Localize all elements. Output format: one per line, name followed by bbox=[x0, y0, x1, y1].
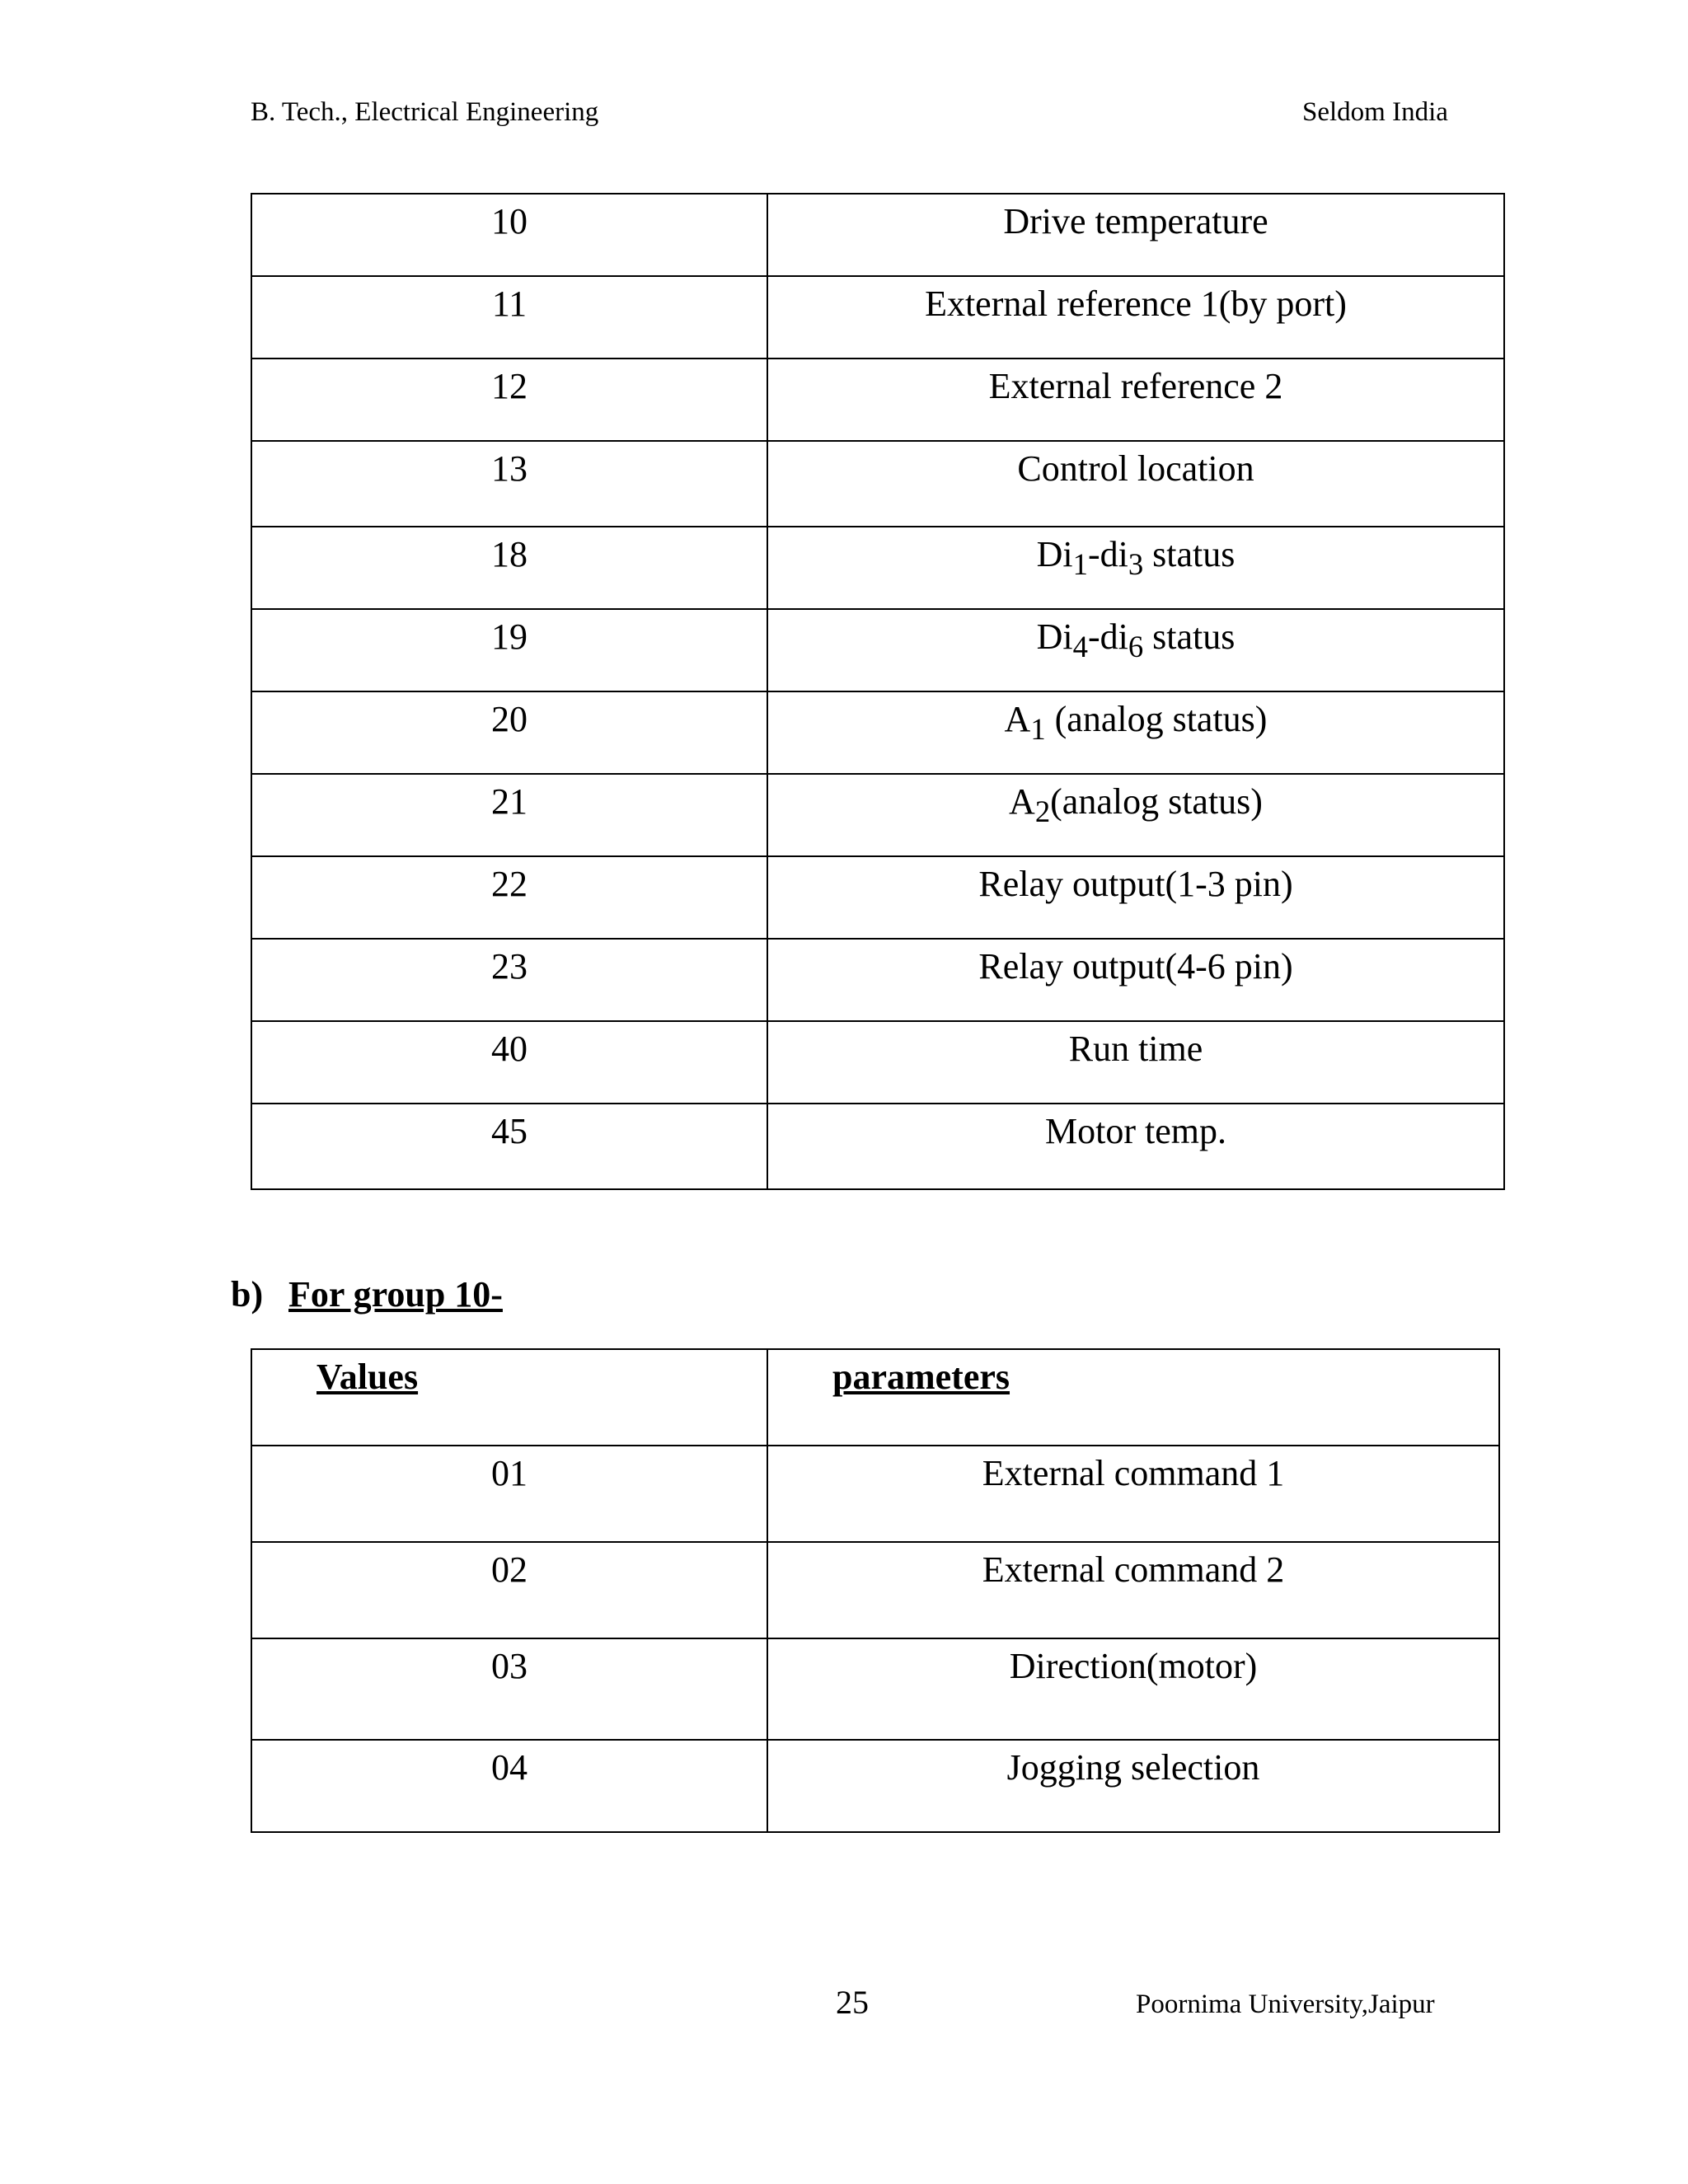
footer-institution: Poornima University,Jaipur bbox=[1136, 1990, 1435, 2019]
value-cell: 12 bbox=[251, 359, 767, 441]
table-row bbox=[251, 359, 1504, 441]
parameter-text: (analog status) bbox=[1050, 781, 1263, 822]
parameter-cell: Run time bbox=[767, 1021, 1504, 1104]
parameter-text: -di bbox=[1087, 534, 1128, 574]
table-row bbox=[251, 691, 1504, 774]
subscript: 1 bbox=[1072, 546, 1088, 581]
group-10-parameter-table bbox=[251, 1348, 1500, 1833]
parameter-cell bbox=[767, 527, 1504, 609]
value-cell: 10 bbox=[251, 194, 767, 276]
value-cell: 20 bbox=[251, 691, 767, 774]
table-row bbox=[251, 276, 1504, 359]
subscript: 3 bbox=[1128, 546, 1144, 581]
parameter-cell: External reference 2 bbox=[767, 359, 1504, 441]
table-row bbox=[251, 1446, 1499, 1542]
table-row bbox=[251, 774, 1504, 856]
subscript: 1 bbox=[1030, 711, 1046, 746]
value-cell: 13 bbox=[251, 441, 767, 527]
value-cell: 03 bbox=[251, 1638, 767, 1740]
parameter-cell bbox=[767, 774, 1504, 856]
section-heading bbox=[231, 1272, 503, 1318]
value-cell: 21 bbox=[251, 774, 767, 856]
table-row bbox=[251, 1104, 1504, 1189]
value-cell: 02 bbox=[251, 1542, 767, 1638]
parameter-cell: Drive temperature bbox=[767, 194, 1504, 276]
table-row bbox=[251, 194, 1504, 276]
table-row bbox=[251, 441, 1504, 527]
parameter-cell: External reference 1(by port) bbox=[767, 276, 1504, 359]
monitor-parameter-table bbox=[251, 193, 1505, 1190]
parameter-text: -di bbox=[1087, 616, 1128, 657]
parameter-cell bbox=[767, 609, 1504, 691]
table-row bbox=[251, 1021, 1504, 1104]
header-right: Seldom India bbox=[1302, 97, 1448, 127]
table-row bbox=[251, 939, 1504, 1021]
table-header-row bbox=[251, 1349, 1499, 1446]
table-row bbox=[251, 527, 1504, 609]
header-left: B. Tech., Electrical Engineering bbox=[251, 97, 599, 127]
subscript: 6 bbox=[1128, 629, 1144, 663]
value-cell: 18 bbox=[251, 527, 767, 609]
parameter-cell: Relay output(1-3 pin) bbox=[767, 856, 1504, 939]
section-marker: b) bbox=[231, 1274, 264, 1315]
parameter-text: Di bbox=[1036, 616, 1073, 657]
value-cell: 04 bbox=[251, 1740, 767, 1832]
parameter-cell: Jogging selection bbox=[767, 1740, 1499, 1832]
page-number: 25 bbox=[836, 1984, 869, 2021]
table-row bbox=[251, 1740, 1499, 1832]
parameter-cell bbox=[767, 691, 1504, 774]
table-row bbox=[251, 609, 1504, 691]
parameter-cell: Direction(motor) bbox=[767, 1638, 1499, 1740]
parameters-header: parameters bbox=[767, 1349, 1499, 1446]
table-row bbox=[251, 856, 1504, 939]
parameter-text: A bbox=[1004, 699, 1031, 739]
value-cell: 19 bbox=[251, 609, 767, 691]
table-row bbox=[251, 1542, 1499, 1638]
parameter-text: Di bbox=[1036, 534, 1073, 574]
value-cell: 22 bbox=[251, 856, 767, 939]
parameter-cell: Motor temp. bbox=[767, 1104, 1504, 1189]
parameter-text: status bbox=[1143, 616, 1236, 657]
parameter-cell: Control location bbox=[767, 441, 1504, 527]
value-cell: 01 bbox=[251, 1446, 767, 1542]
values-header: Values bbox=[251, 1349, 767, 1446]
value-cell: 45 bbox=[251, 1104, 767, 1189]
parameter-cell: External command 2 bbox=[767, 1542, 1499, 1638]
parameter-text: status bbox=[1143, 534, 1236, 574]
value-cell: 11 bbox=[251, 276, 767, 359]
value-cell: 40 bbox=[251, 1021, 767, 1104]
subscript: 4 bbox=[1072, 629, 1088, 663]
parameter-text: (analog status) bbox=[1045, 699, 1268, 739]
value-cell: 23 bbox=[251, 939, 767, 1021]
table-row bbox=[251, 1638, 1499, 1740]
section-title: For group 10- bbox=[288, 1274, 503, 1315]
subscript: 2 bbox=[1034, 794, 1051, 828]
parameter-cell: Relay output(4-6 pin) bbox=[767, 939, 1504, 1021]
parameter-text: A bbox=[1009, 781, 1035, 822]
parameter-cell: External command 1 bbox=[767, 1446, 1499, 1542]
